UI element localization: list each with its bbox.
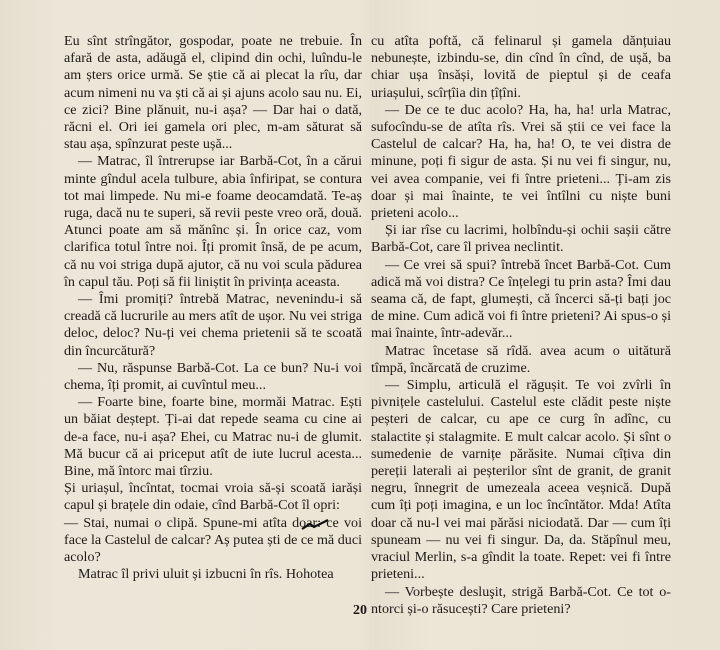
paragraph: Matrac îl privi uluit și izbucni în rîs. Hohotea bbox=[78, 566, 334, 583]
paragraph: Și iar rîse cu lacrimi, holbîndu-și ochii sașii către Barbă-Cot, care îl privea neclintit. bbox=[371, 222, 671, 256]
paragraph: Matrac încetase să rîdă. avea acum o uitătură tîmpă, încărcată de cruzime. bbox=[371, 342, 671, 376]
paragraph: — Ce vrei să spui? întrebă încet Barbă-Cot. Cum adică mă voi distra? Ce înțelegi tu prin asta? Îmi dau seama că, de fapt, glumești, că încerci să-ți bați joc de mine. Cum adică voi fi între prieteni? Ai spus-o și mai înainte, într-adevăr... bbox=[371, 256, 671, 342]
paragraph: — Stai, numai o clipă. Spune-mi atîta doar: ce voi face la Castelul de calcar? Aș putea ști de ce mă duci acolo? bbox=[64, 514, 362, 566]
paragraph: — Foarte bine, foarte bine, mormăi Matrac. Ești un băiat deștept. Ți-ai dat repede seama cu cine ai de-a face, nu-i așa? Ehei, cu Matrac nu-i de glumit. Mă bucur că ai priceput atît de iute lucrul acesta... Bine, mă întorc mai tîrziu. bbox=[64, 394, 362, 480]
paragraph: — Nu, răspunse Barbă-Cot. La ce bun? Nu-i voi chema, îți promit, ai cuvîntul meu... bbox=[64, 359, 362, 394]
paragraph: cu atîta poftă, că felinarul și gamela dănțuiau nebunește, izbindu-se, din cînd în cînd, de ușă, ba chiar ușa însăși, lovită de pieptul și de ceafa uriașului, scîrțîia din țîțîni. bbox=[371, 33, 671, 101]
paragraph: — Simplu, articulă el răgușit. Te voi zvîrli în pivnițele castelului. Castelul este clădit peste niște peșteri de calcar, cu ape ce curg în adînc, cu stalactite și stalagmite. E mult calcar acolo. Și sînt o sumedenie de varnițe părăsite. Numai cîțiva din pereții laterali ai peșterilor sînt de granit, de granit negru, înnegrit de umezeala aceea veșnică. După cum îți poți imagina, e un loc încîntător. Mda! Atîta doar că nu-l vei mai părăsi niciodată. Dar — cum îți spuneam — nu vei fi singur. Da, da. Stăpînul meu, vraciul Merlin, s-a gîndit la toate. Repet: vei fi între prieteni... bbox=[371, 377, 671, 583]
paragraph: — Vorbește desluşit, strigă Barbă-Cot. Ce tot o-ntorci și-o răsucești? Care prieteni? bbox=[371, 583, 671, 617]
left-column bbox=[64, 33, 362, 584]
paragraph: Eu sînt strîngător, gospodar, poate ne trebuie. În afară de asta, adăugă el, clipind din ochi, luîndu-le am șters orice urmă. Se știe că ai plecat la rîu, dar acum nimeni nu va ști că ai și ajuns acolo sau nu. Ei, ce zici? Bine plănuit, nu-i așa? — Dar hai o dată, răcni el. Ori iei gamela ori plec, m-am săturat să stau așa, spînzurat peste ușă... bbox=[64, 33, 362, 153]
right-column bbox=[371, 33, 671, 618]
page-number: 20 bbox=[353, 603, 367, 618]
paragraph: Și uriașul, încîntat, tocmai vroia să-și scoată iarăși capul și brațele din odaie, cînd Barbă-Cot îl opri: bbox=[64, 480, 362, 514]
pen-strike-mark bbox=[300, 518, 330, 532]
paragraph: — Îmi promiți? întrebă Matrac, nevenindu-i să creadă că lucrurile au mers atît de ușor. Nu vei striga deloc, deloc? Nu-ți vei chema prietenii să te scoată din încurcătură? bbox=[64, 291, 362, 359]
paragraph: — Matrac, îl întrerupse iar Barbă-Cot, în a cărui minte gîndul acela tulbure, abia înfiripat, se contura tot mai limpede. Nu mi-e foame deocamdată. Te-aș ruga, dacă nu te superi, să revii peste vreo oră, două. Atunci poate am să mănînc și. În orice caz, vom clarifica totul între noi. Îți promit însă, de pe acum, că nu voi striga după ajutor, că nu voi scula pădurea în capul tău. Poți să fii liniștit în privința aceasta. bbox=[64, 153, 362, 290]
paragraph: — De ce te duc acolo? Ha, ha, ha! urla Matrac, sufocîndu-se de atîta rîs. Vrei să știi ce vei face la Castelul de calcar? Ha, ha, ha! O, te vei distra de minune, poți fi sigur de asta. Și nu vei fi singur, nu, vei avea companie, vei fi între prieteni... Ți-am zis doar și mai înainte, te vei întîlni cu niște buni prieteni acolo... bbox=[371, 101, 671, 222]
